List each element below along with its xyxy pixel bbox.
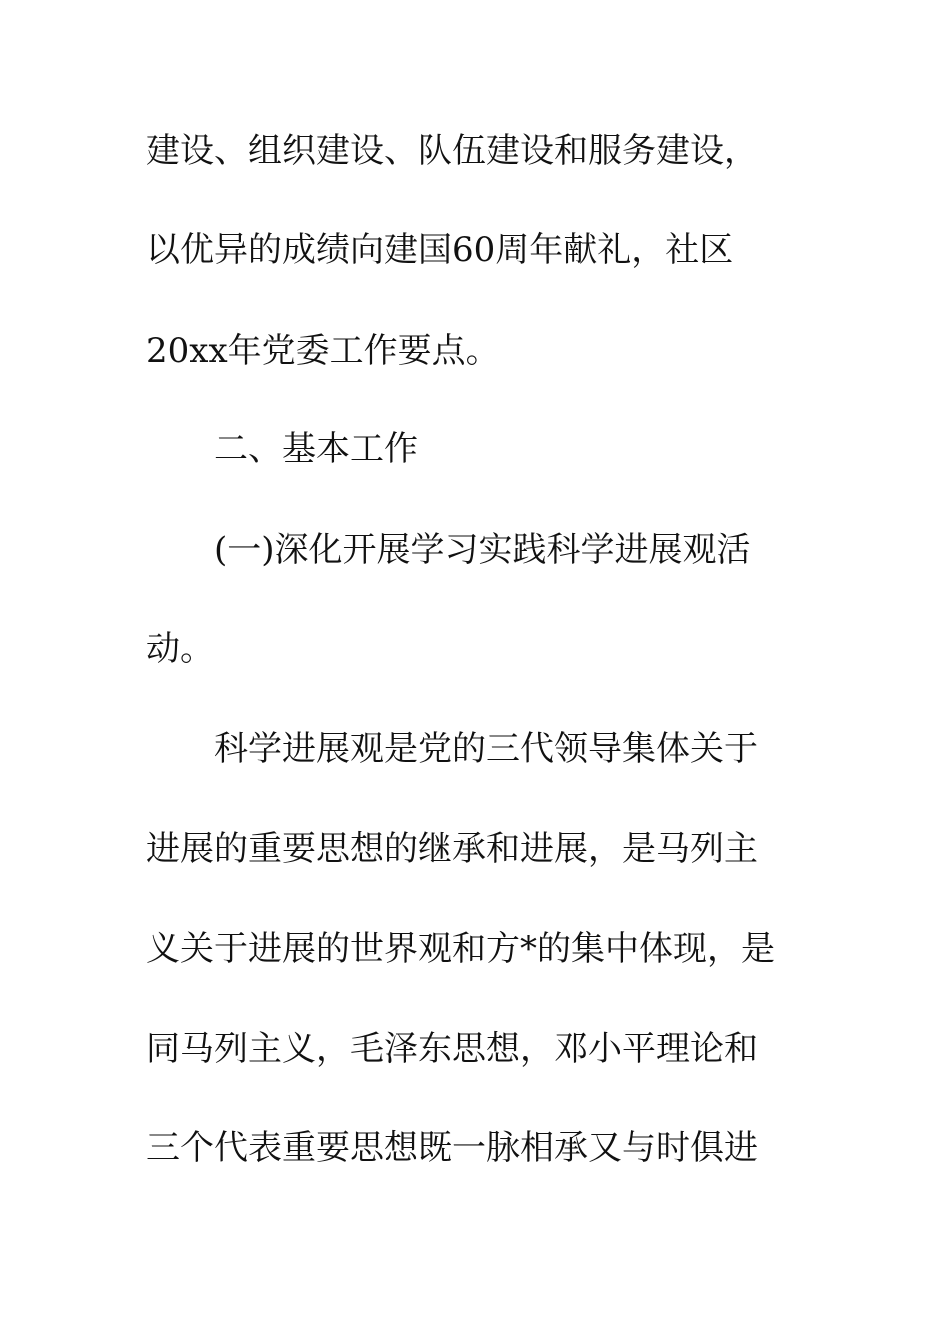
section-heading: 二、基本工作 (214, 429, 418, 469)
paragraph-line-3: 义关于进展的世界观和方*的集中体现，是 (146, 929, 775, 969)
subsection-heading-line-2: 动。 (146, 629, 214, 669)
paragraph-line-5: 三个代表重要思想既一脉相承又与时俱进 (146, 1128, 758, 1168)
text-line-3: 20xx年党委工作要点。 (146, 331, 500, 371)
paragraph-line-1: 科学进展观是党的三代领导集体关于 (214, 729, 758, 769)
paragraph-line-2: 进展的重要思想的继承和进展，是马列主 (146, 829, 758, 869)
text-line-1: 建设、组织建设、队伍建设和服务建设， (146, 131, 758, 171)
subsection-heading-line-1: (一)深化开展学习实践科学进展观活 (214, 530, 751, 570)
text-line-2: 以优异的成绩向建国60周年献礼，社区 (146, 230, 734, 270)
paragraph-line-4: 同马列主义，毛泽东思想，邓小平理论和 (146, 1029, 758, 1069)
